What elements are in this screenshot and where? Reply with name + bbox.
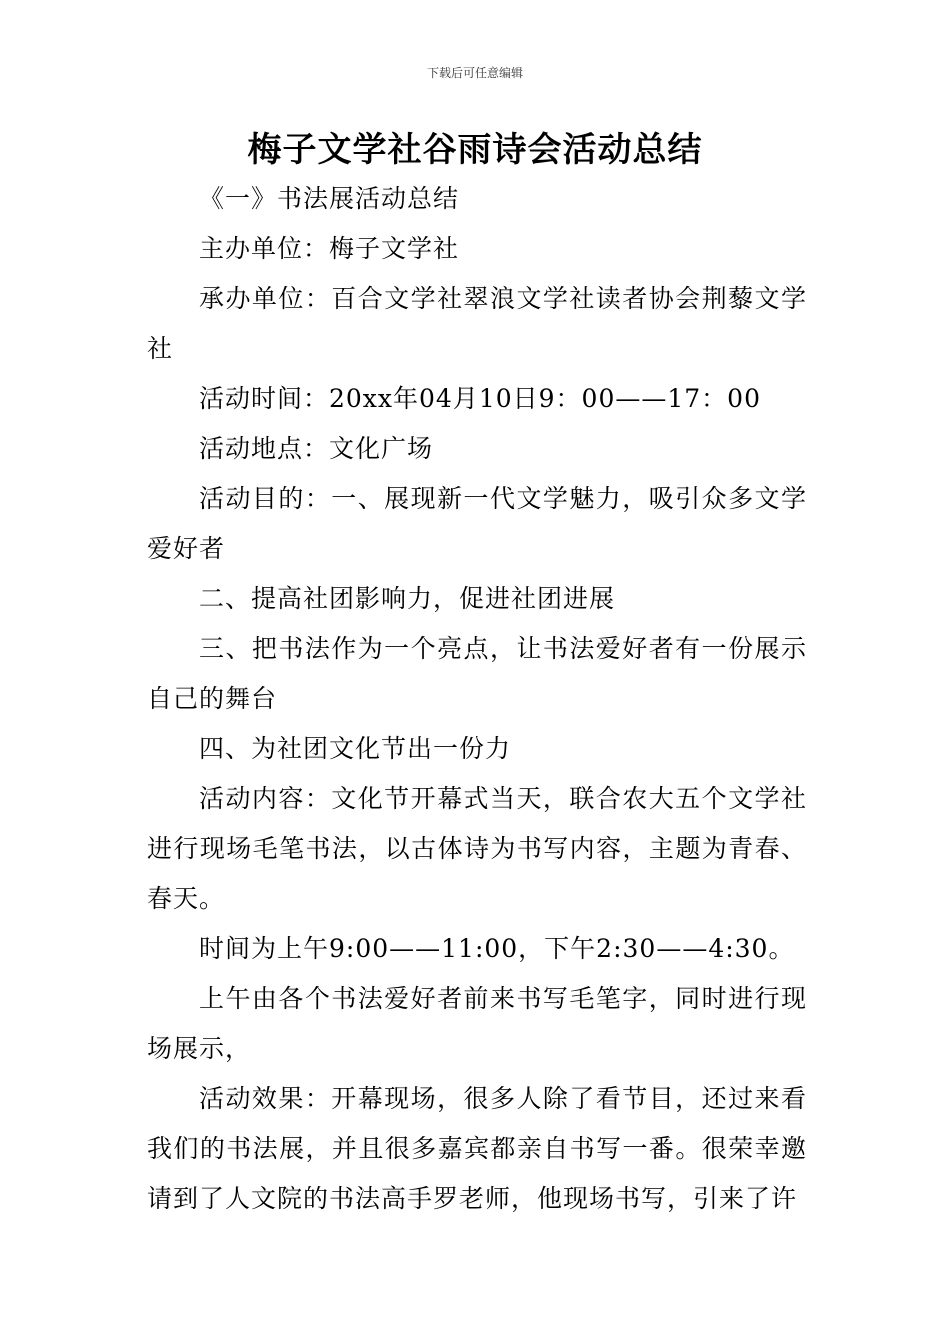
paragraph-event-content: 活动内容：文化节开幕式当天，联合农大五个文学社进行现场毛笔书法，以古体诗为书写内容，主题为青春、春天。 xyxy=(147,784,807,913)
paragraph-morning-activity: 上午由各个书法爱好者前来书写毛笔字，同时进行现场展示， xyxy=(147,984,807,1063)
paragraph-co-organizers: 承办单位：百合文学社翠浪文学社读者协会荆藜文学社 xyxy=(147,284,807,363)
paragraph-schedule: 时间为上午9:00——11:00，下午2:30——4:30。 xyxy=(199,934,795,963)
paragraph-organizer: 主办单位：梅子文学社 xyxy=(199,234,460,263)
document-title: 梅子文学社谷雨诗会活动总结 xyxy=(247,130,703,170)
paragraph-event-results: 活动效果：开幕现场，很多人除了看节目，还过来看我们的书法展，并且很多嘉宾都亲自书写一番。很荣幸邀请到了人文院的书法高手罗老师，他现场书写，引来了许 xyxy=(147,1084,807,1213)
paragraph-section-heading: 《一》书法展活动总结 xyxy=(199,184,460,213)
page-header: 下载后可任意编辑 xyxy=(426,66,523,80)
paragraph-purpose-one: 活动目的：一、展现新一代文学魅力，吸引众多文学爱好者 xyxy=(147,484,807,563)
paragraph-event-location: 活动地点：文化广场 xyxy=(199,434,434,463)
paragraph-purpose-two: 二、提高社团影响力，促进社团进展 xyxy=(199,584,616,613)
paragraph-purpose-three: 三、把书法作为一个亮点，让书法爱好者有一份展示自己的舞台 xyxy=(147,634,807,713)
paragraph-event-time: 活动时间：20xx年04月10日9：00——17：00 xyxy=(199,384,761,413)
paragraph-purpose-four: 四、为社团文化节出一份力 xyxy=(199,734,512,763)
document-body xyxy=(147,174,807,1224)
